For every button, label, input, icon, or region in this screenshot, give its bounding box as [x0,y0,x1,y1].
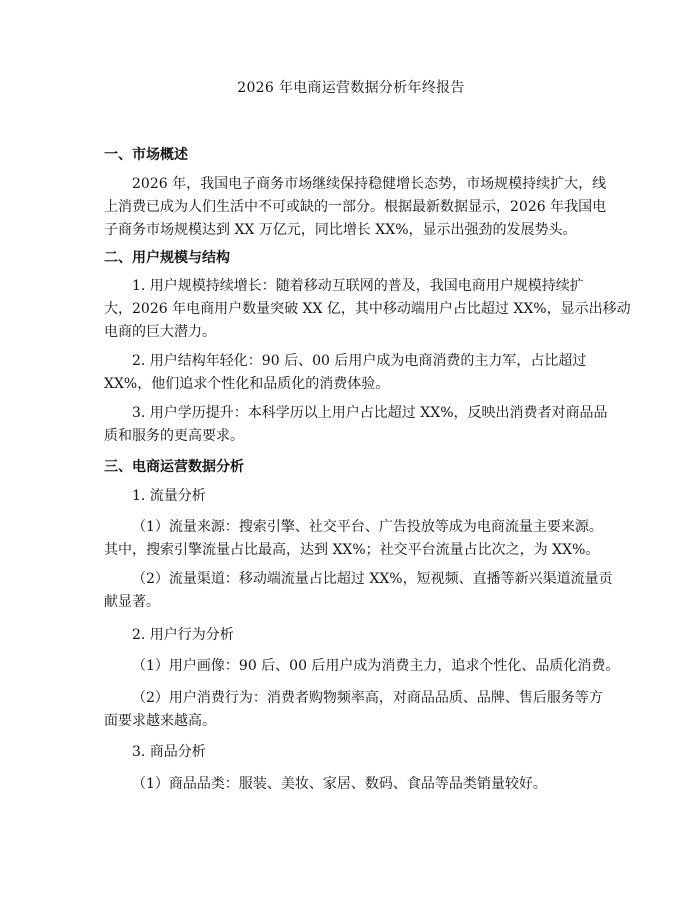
paragraph-traffic-channels [104,568,613,614]
paragraph-line: 子商务市场规模达到 XX 万亿元，同比增长 XX%，显示出强劲的发展势头。 [104,222,577,238]
paragraph-line: 质和服务的更高要求。 [104,428,244,444]
paragraph-line: 1. 流量分析 [132,488,206,504]
paragraph-line: 上消费已成为人们生活中不可或缺的一部分。根据最新数据显示，2026 年我国电 [104,199,607,215]
document-title: 2026 年电商运营数据分析年终报告 [237,80,465,96]
paragraph-line: 其中，搜索引擎流量占比最高，达到 XX%；社交平台流量占比次之，为 XX%。 [104,542,600,558]
paragraph-line: （2）用户消费行为：消费者购物频率高，对商品品质、品牌、售后服务等方 [132,690,603,706]
paragraph-line: （2）流量渠道：移动端流量占比超过 XX%，短视频、直播等新兴渠道流量贡 [132,571,613,587]
paragraph-line: （1）流量来源：搜索引擎、社交平台、广告投放等成为电商流量主要来源。 [132,519,603,535]
section-heading-market-overview: 一、市场概述 [104,147,188,163]
section-heading-operations-analysis: 三、电商运营数据分析 [104,459,244,475]
paragraph-line: （1）商品品类：服装、美妆、家居、数码、食品等品类销量较好。 [132,776,547,792]
paragraph-line: 3. 用户学历提升：本科学历以上用户占比超过 XX%，反映出消费者对商品品 [132,405,608,421]
subheading-product-analysis [104,741,598,764]
paragraph-line: XX%，他们追求个性化和品质化的消费体验。 [104,376,390,392]
paragraph-line: 电商的巨大潜力。 [104,324,216,340]
paragraph-user-structure [104,350,598,396]
paragraph-line: 大，2026 年电商用户数量突破 XX 亿，其中移动端用户占比超过 XX%，显示出移动 [104,301,631,317]
paragraph-user-education [104,402,608,448]
paragraph-line: 2. 用户行为分析 [132,627,234,643]
paragraph-market-overview [104,173,607,242]
paragraph-line: 献显著。 [104,594,160,610]
paragraph-line: （1）用户画像：90 后、00 后用户成为消费主力，追求个性化、品质化消费。 [132,658,620,674]
paragraph-line: 2. 用户结构年轻化：90 后、00 后用户成为电商消费的主力军，占比超过 [132,353,587,369]
paragraph-user-growth [104,275,631,344]
paragraph-traffic-sources [104,516,603,562]
paragraph-consumer-behavior [104,687,603,733]
paragraph-line: 2026 年，我国电子商务市场继续保持稳健增长态势，市场规模持续扩大，线 [132,176,607,192]
subheading-traffic-analysis [104,485,598,508]
section-heading-user-scale: 二、用户规模与结构 [104,250,230,266]
paragraph-line: 3. 商品分析 [132,744,206,760]
paragraph-product-categories [104,773,598,796]
paragraph-line: 1. 用户规模持续增长：随着移动互联网的普及，我国电商用户规模持续扩 [132,278,584,294]
paragraph-line: 面要求越来越高。 [104,713,216,729]
paragraph-user-profile [104,655,620,678]
subheading-user-behavior [104,624,598,647]
